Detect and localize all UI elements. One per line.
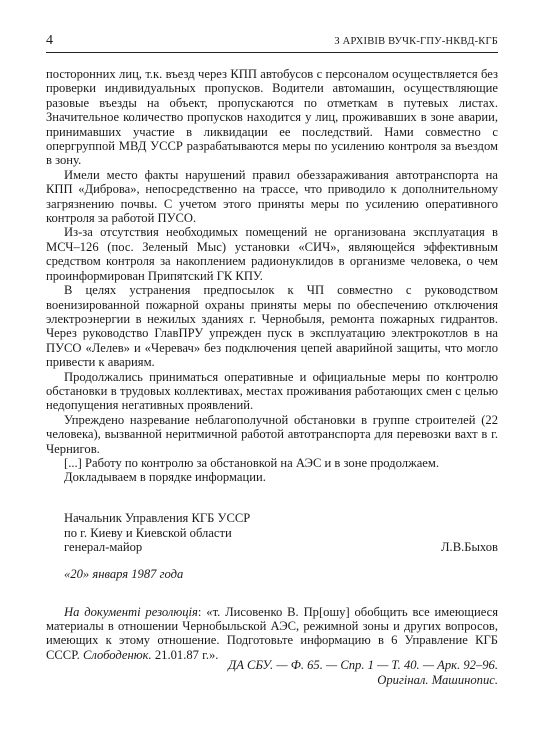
header-rule bbox=[46, 52, 498, 53]
resolution-text: : «т. Лисовенко В. Пр[ошу] обобщить все имеющиеся материалы в отношении Чернобыльской АЭС, режимной зоны и других вопросов, имеющих к этому отношение. Подготовьте информацию в 6 Управление КГБ СССР. bbox=[46, 604, 498, 662]
page-header bbox=[46, 33, 498, 49]
signature-block bbox=[64, 511, 484, 555]
resolution-signed: Слободенюк. bbox=[82, 647, 152, 662]
paragraph: В целях устранения предпосылок к ЧП совместно с руководством военизированной пожарной охраны приняты меры по обеспечению отключения электроэнергии в нежилых зданиях г. Чернобыля, ремонта пожарных гидрантов. Через руководство ГлавПРУ упрежден пуск в эксплуатацию электрокотлов в на ПУСО «Лелев» и «Черевач» без подключения цепей аварийной защиты, что могло привести к авариям. bbox=[46, 283, 498, 370]
document-body bbox=[46, 67, 498, 485]
resolution-note bbox=[46, 605, 498, 663]
resolution-date: 21.01.87 г.». bbox=[151, 647, 219, 662]
signer-name: Л.В.Быхов bbox=[441, 540, 498, 554]
signer-title-line: Начальник Управления КГБ УССР bbox=[64, 511, 251, 525]
signer-title-line: по г. Киеву и Киевской области bbox=[64, 525, 232, 540]
running-title: З АРХІВІВ ВУЧК-ГПУ-НКВД-КГБ bbox=[334, 36, 498, 47]
paragraph: Из-за отсутствия необходимых помещений не организована эксплуатация в МСЧ–126 (пос. Зеленый Мыс) установки «СИЧ», являющейся эффективным средством контроля за накоплением радионуклидов в организме человека, о чем проинформирован Припятский ГК КПУ. bbox=[46, 225, 498, 283]
paragraph: Докладываем в порядке информации. bbox=[64, 470, 266, 485]
signer-rank: генерал-майор bbox=[64, 540, 143, 554]
paragraph: Упреждено назревание неблагополучной обстановки в группе строителей (22 человека), вызванной неритмичной работой автотранспорта для перевозки вахт в г. Чернигов. bbox=[46, 412, 498, 456]
document-date: «20» января 1987 года bbox=[64, 567, 184, 581]
archive-citation: ДА СБУ. — Ф. 65. — Спр. 1 — Т. 40. — Арк. 92–96. bbox=[228, 658, 498, 672]
paragraph: Продолжались приниматься оперативные и официальные меры по контролю обстановки в трудовых коллективах, местах проживания работающих смен с целью недопущения негативных проявлений. bbox=[46, 369, 498, 413]
paragraph: Имели место факты нарушений правил обеззараживания автотранспорта на КПП «Диброва», непосредственно на трассе, что приводило к дополнительному загрязнению почвы. С учетом этого приняты меры по усилению оперативного контроля за работой ПУСО. bbox=[46, 167, 498, 226]
archive-reference bbox=[228, 658, 498, 688]
paragraph: посторонних лиц, т.к. въезд через КПП автобусов с персоналом осуществляется без проверки индивидуальных пропусков. Водители автомашин, осуществляющие разовые въезды на объект, пропускаются по отметкам в путевых листах. Значительное количество пропусков находится у лиц, проживавших в зоне аварии, принимавших участие в ликвидации ее последствий. Нами совместно с опергруппой МВД УССР разрабатываются меры по усилению контроля за въездом в зону. bbox=[46, 67, 498, 168]
paragraph: [...] Работу по контролю за обстановкой на АЭС и в зоне продолжаем. bbox=[64, 455, 439, 470]
page-number: 4 bbox=[46, 33, 53, 48]
resolution-label: На документі резолюція bbox=[64, 604, 198, 619]
archive-note: Оригінал. Машинопис. bbox=[377, 673, 498, 687]
